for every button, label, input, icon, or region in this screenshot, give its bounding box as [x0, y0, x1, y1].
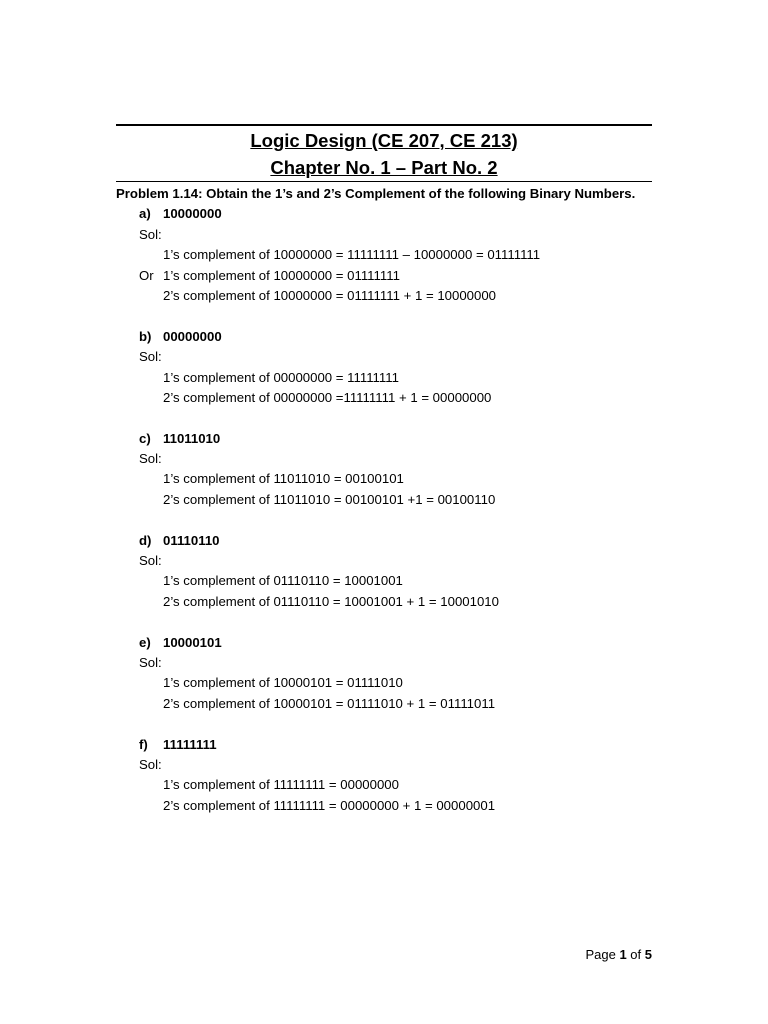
- page-number-footer: [585, 946, 652, 964]
- item-label: f): [139, 736, 148, 752]
- item-label: a): [139, 206, 151, 222]
- problem-item-f: [116, 735, 656, 817]
- item-binary-number: 01110110: [163, 532, 220, 548]
- item-label: c): [139, 430, 151, 446]
- twos-complement-line: 2’s complement of 10000101 = 01111010 + 1 = 01111011: [163, 695, 496, 711]
- alternate-line: [116, 266, 656, 286]
- problem-item-d: [116, 531, 656, 613]
- twos-complement-line: 2’s complement of 01110110 = 10001001 + 1 = 10001010: [163, 593, 499, 609]
- item-binary-number: 10000000: [163, 206, 222, 222]
- spacer: [116, 306, 656, 326]
- problem-item-b: [116, 327, 656, 409]
- problem-statement: Problem 1.14: Obtain the 1’s and 2’s Complement of the following Binary Numbers.: [116, 186, 636, 201]
- alternate-ones-complement: 1’s complement of 10000000 = 01111111: [163, 267, 400, 283]
- ones-complement-line: 1’s complement of 11011010 = 00100101: [163, 471, 404, 487]
- or-label: Or: [139, 267, 154, 283]
- problem-item-a: [116, 204, 656, 306]
- document-title: Logic Design (CE 207, CE 213): [250, 130, 518, 151]
- header-top-rule: [116, 124, 652, 126]
- spacer: [116, 714, 656, 734]
- ones-complement-line: 1’s complement of 11111111 = 00000000: [163, 777, 399, 793]
- ones-complement-line: 1’s complement of 01110110 = 10001001: [163, 573, 403, 589]
- solution-label: Sol:: [139, 226, 162, 242]
- item-heading: [116, 204, 656, 224]
- chapter-subtitle: Chapter No. 1 – Part No. 2: [270, 157, 498, 178]
- twos-complement-line: 2’s complement of 11111111 = 00000000 + 1 = 00000001: [163, 797, 496, 813]
- page-word: Page: [585, 947, 616, 962]
- item-label: b): [139, 328, 152, 344]
- document-body: [116, 184, 656, 816]
- item-binary-number: 10000101: [163, 634, 222, 650]
- item-label: d): [139, 532, 152, 548]
- item-binary-number: 00000000: [163, 328, 222, 344]
- solution-label: Sol:: [139, 756, 162, 772]
- solution-label: Sol:: [139, 553, 162, 569]
- current-page-number: 1: [619, 947, 627, 962]
- problem-item-e: [116, 633, 656, 715]
- item-label: e): [139, 634, 151, 650]
- item-heading: [116, 735, 656, 755]
- spacer: [116, 408, 656, 428]
- item-heading: [116, 429, 656, 449]
- solution-label: Sol:: [139, 349, 162, 365]
- ones-complement-line: 1’s complement of 10000000 = 11111111 – 10000000 = 01111111: [163, 247, 541, 263]
- ones-complement-line: 1’s complement of 10000101 = 01111010: [163, 675, 403, 691]
- spacer: [116, 612, 656, 632]
- solution-label: Sol:: [139, 451, 162, 467]
- spacer: [116, 510, 656, 530]
- total-page-count: 5: [644, 947, 652, 962]
- ones-complement-line: 1’s complement of 00000000 = 11111111: [163, 369, 399, 385]
- problem-item-c: [116, 429, 656, 511]
- item-heading: [116, 633, 656, 653]
- header-bottom-rule: [116, 181, 652, 182]
- item-heading: [116, 327, 656, 347]
- item-heading: [116, 531, 656, 551]
- of-word: of: [630, 947, 642, 962]
- twos-complement-line: 2’s complement of 11011010 = 00100101 +1 = 00100110: [163, 491, 496, 507]
- item-binary-number: 11111111: [163, 736, 217, 752]
- solution-label: Sol:: [139, 655, 162, 670]
- item-binary-number: 11011010: [163, 430, 221, 446]
- twos-complement-line: 2’s complement of 10000000 = 01111111 + 1 = 10000000: [163, 287, 497, 303]
- twos-complement-line: 2’s complement of 00000000 =11111111 + 1 = 00000000: [163, 389, 492, 405]
